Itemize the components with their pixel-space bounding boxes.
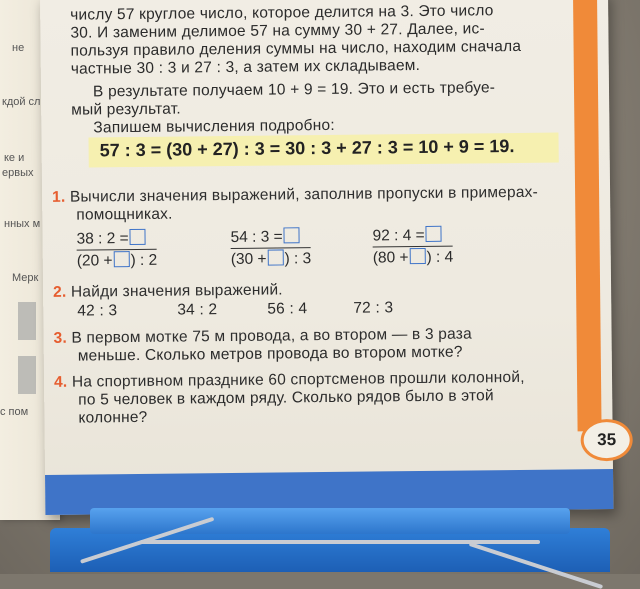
formula-text: 57 : 3 = (30 + 27) : 3 = 30 : 3 + 27 : 3 = 10 + 9 = 19. (99, 136, 515, 161)
blank-box[interactable] (267, 249, 283, 265)
blank-box[interactable] (113, 251, 129, 267)
blank-box[interactable] (130, 229, 146, 245)
task-number: 2. (53, 283, 67, 301)
blank-box[interactable] (284, 227, 300, 243)
intro-line: В результате получаем 10 + 9 = 19. Это и есть требуе- (92, 79, 496, 101)
example-bottom: ) : 4 (426, 248, 454, 266)
expression: 42 : 3 (77, 302, 118, 320)
example-bottom: (80 + (372, 249, 409, 267)
fragment-text: ке и (4, 152, 25, 164)
example-bottom: (20 + (76, 252, 113, 270)
task-1 (52, 184, 538, 207)
task-text: Найди значения выражений. (70, 281, 283, 301)
book-stand (20, 500, 620, 570)
stand-wire (140, 540, 540, 544)
gray-box (18, 356, 36, 394)
fragment-text: нных м (4, 218, 41, 230)
helper-example (372, 226, 453, 268)
task-text: колонне? (78, 408, 148, 427)
fragment-text: ервых (2, 167, 34, 179)
page-number: 35 (580, 419, 632, 462)
textbook-page (40, 0, 617, 515)
task-text: меньше. Сколько метров провода во втором мотке? (77, 343, 463, 365)
example-top: 38 : 2 = (76, 230, 129, 248)
intro-line: числу 57 круглое число, которое делится на 3. Это число (70, 2, 494, 24)
intro-line: Запишем вычисления подробно: (93, 116, 335, 137)
example-bottom: ) : 2 (130, 251, 158, 270)
example-top: 54 : 3 = (230, 228, 283, 246)
helper-example (76, 229, 157, 271)
task-2 (53, 281, 283, 301)
task-number: 1. (52, 188, 66, 206)
expression: 56 : 4 (267, 300, 308, 318)
task-number: 4. (53, 373, 68, 391)
fragment-text: Мерк (12, 272, 39, 284)
fragment-text: не (12, 42, 25, 54)
fragment-text: с пом (0, 406, 29, 418)
orange-margin-bar (573, 0, 602, 431)
helper-example (230, 227, 311, 269)
intro-line: 30. И заменим делимое 57 на сумму 30 + 27. Далее, ис- (70, 20, 485, 42)
example-bottom: ) : 3 (284, 250, 312, 268)
gray-box (18, 302, 36, 340)
task-text: Вычисли значения выражений, заполнив пропуски в примерах- (69, 183, 538, 206)
fragment-text: кдой сл (2, 96, 41, 108)
task-text: В первом мотке 75 м провода, а во втором — в 3 раза (71, 325, 472, 347)
intro-line: частные 30 : 3 и 27 : 3, а затем их складываем. (70, 56, 421, 78)
task-text: по 5 человек в каждом ряду. Сколько рядов было в этой (78, 387, 494, 409)
blank-box[interactable] (409, 248, 425, 264)
task-text: На спортивном празднике 60 спортсменов прошли колонной, (71, 368, 525, 391)
example-top: 92 : 4 = (372, 226, 425, 245)
blank-box[interactable] (426, 226, 442, 242)
task-number: 3. (53, 329, 68, 347)
stand-lip (90, 508, 570, 534)
stand-base (50, 528, 610, 572)
example-bottom: (30 + (230, 250, 267, 268)
intro-line: пользуя правило деления суммы на число, находим сначала (70, 37, 522, 60)
intro-line: мый результат. (71, 100, 181, 119)
expression: 34 : 2 (177, 301, 218, 319)
expression: 72 : 3 (353, 299, 394, 317)
task-text: помощниках. (76, 205, 173, 224)
